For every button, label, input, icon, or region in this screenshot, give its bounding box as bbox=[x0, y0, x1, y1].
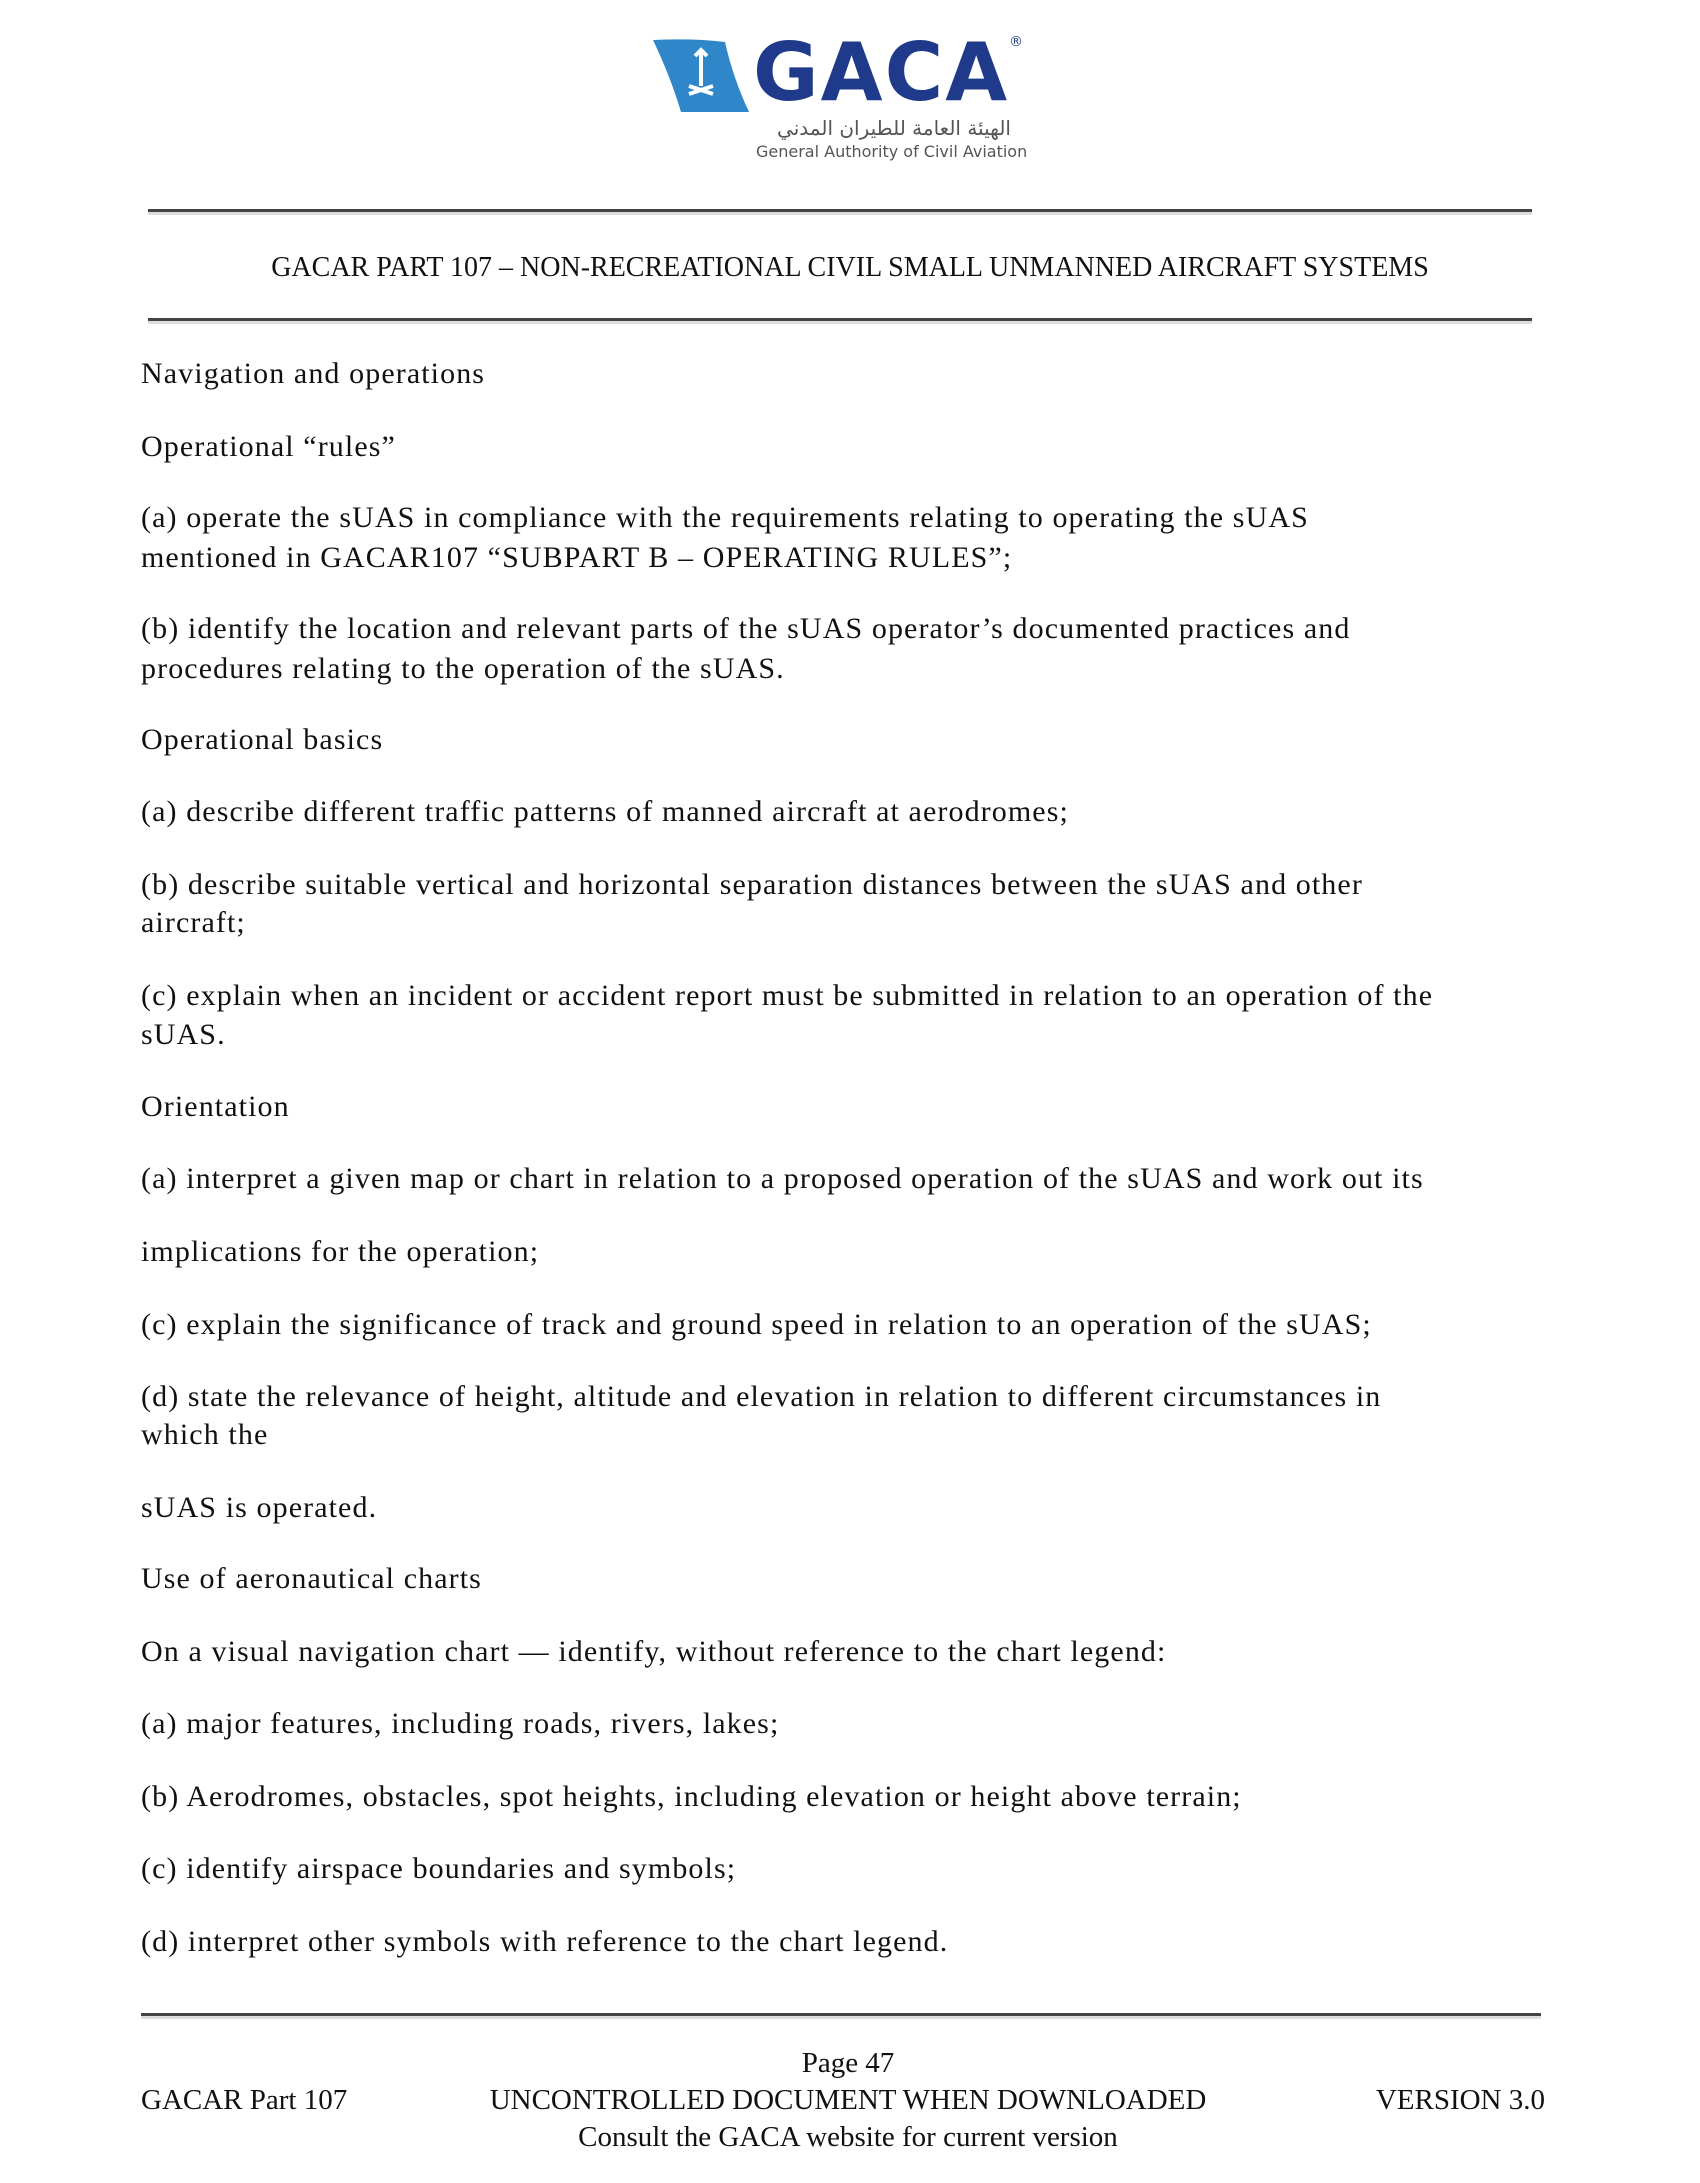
body-line: (a) operate the sUAS in compliance with the requirements relating to operating the sUAS bbox=[141, 501, 1309, 534]
body-line: (c) identify airspace boundaries and symbols; bbox=[141, 1852, 737, 1885]
body-line: On a visual navigation chart — identify, without reference to the chart legend: bbox=[141, 1635, 1167, 1668]
body-line: Navigation and operations bbox=[141, 357, 486, 390]
body-line: Operational basics bbox=[141, 723, 384, 756]
logo-wordmark: GACA bbox=[753, 26, 1010, 119]
body-line: (d) state the relevance of height, altitude and elevation in relation to different circumstances in bbox=[141, 1380, 1382, 1413]
body-line: (d) interpret other symbols with reference to the chart legend. bbox=[141, 1925, 949, 1958]
header-bottom-rule bbox=[148, 318, 1532, 324]
flag-emblem-icon bbox=[653, 38, 753, 118]
footer-left: GACAR Part 107 bbox=[141, 2084, 348, 2116]
body-line: sUAS is operated. bbox=[141, 1491, 378, 1524]
body-line: mentioned in GACAR107 “SUBPART B – OPERATING RULES”; bbox=[141, 541, 1013, 574]
page-number: Page 47 bbox=[801, 2047, 895, 2079]
document-header-title: GACAR PART 107 – NON-RECREATIONAL CIVIL SMALL UNMANNED AIRCRAFT SYSTEMS bbox=[271, 252, 1429, 283]
footer-center: UNCONTROLLED DOCUMENT WHEN DOWNLOADED bbox=[489, 2084, 1207, 2116]
footer-rule bbox=[141, 2013, 1541, 2019]
logo-arabic-name: الهيئة العامة للطيران المدني bbox=[777, 116, 1011, 140]
body-line: Orientation bbox=[141, 1090, 290, 1123]
body-line: (b) identify the location and relevant parts of the sUAS operator’s documented practices and bbox=[141, 612, 1351, 645]
footer-note: Consult the GACA website for current version bbox=[578, 2121, 1118, 2153]
registered-mark: ® bbox=[1009, 34, 1023, 50]
header-top-rule bbox=[148, 209, 1532, 215]
body-line: (c) explain the significance of track and ground speed in relation to an operation of the sUAS; bbox=[141, 1308, 1372, 1341]
logo-english-name: General Authority of Civil Aviation bbox=[756, 142, 1028, 161]
body-line: (b) describe suitable vertical and horizontal separation distances between the sUAS and other bbox=[141, 868, 1363, 901]
body-line: (b) Aerodromes, obstacles, spot heights, including elevation or height above terrain; bbox=[141, 1780, 1242, 1813]
body-line: (a) describe different traffic patterns of manned aircraft at aerodromes; bbox=[141, 795, 1069, 828]
body-line: procedures relating to the operation of the sUAS. bbox=[141, 652, 785, 685]
body-line: implications for the operation; bbox=[141, 1235, 540, 1268]
footer-right: VERSION 3.0 bbox=[1375, 2084, 1545, 2116]
gaca-logo bbox=[653, 26, 1028, 164]
body-line: (a) interpret a given map or chart in relation to a proposed operation of the sUAS and work out its bbox=[141, 1162, 1424, 1195]
body-line: (c) explain when an incident or accident report must be submitted in relation to an operation of the bbox=[141, 979, 1434, 1012]
body-line: Operational “rules” bbox=[141, 430, 396, 463]
body-line: Use of aeronautical charts bbox=[141, 1562, 482, 1595]
body-line: (a) major features, including roads, rivers, lakes; bbox=[141, 1707, 780, 1740]
body-line: aircraft; bbox=[141, 906, 246, 939]
body-line: which the bbox=[141, 1418, 269, 1451]
body-line: sUAS. bbox=[141, 1018, 226, 1051]
